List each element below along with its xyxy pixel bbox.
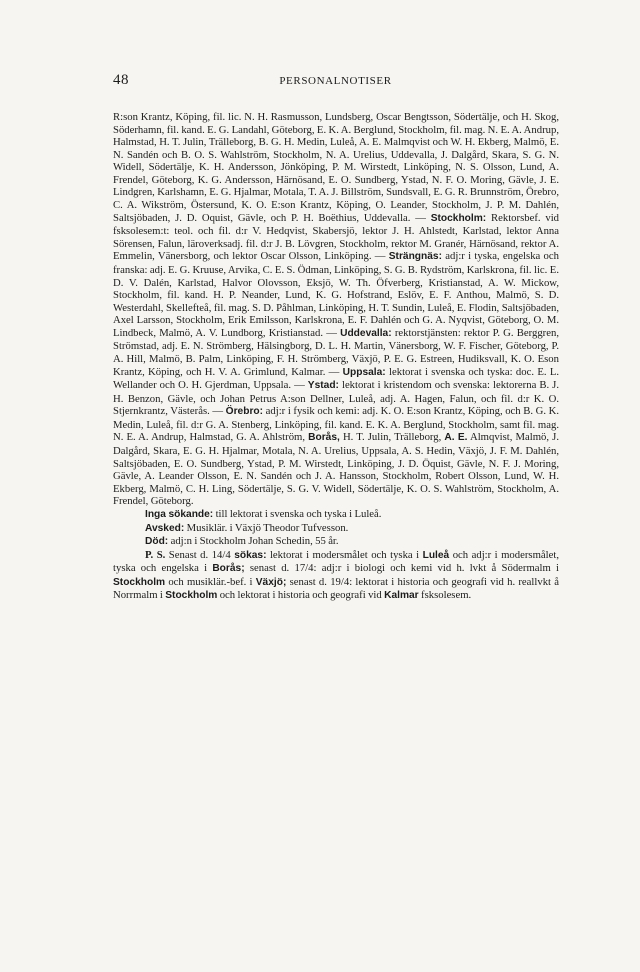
date: 14/4	[211, 548, 231, 561]
note-text: Musiklär. i Växjö Theodor Tufvesson.	[186, 521, 349, 534]
place-kalmar: Kalmar	[384, 590, 419, 602]
text-run: adj:r i fysik och kemi: adj. K. O. E:son Krantz, Köping, och B. G. K. Medin, Luleå, fil. d:r G. A. Stenberg, Linköping, fil. kand. E. K. A. Berglund, Stockholm, samt fil. mag. N. E. A. Andrup, Halmstad, G. A. Ahlström,	[113, 405, 560, 444]
text-run: adj:r i tyska, engelska och franska: adj. E. G. Kruuse, Arvika, C. E. S. Ödman, Linköping, S. G. B. Rydström, Karlskrona, fil. lic. E. D. V. Dalén, Karlstad, Halvor Olovsson, Eksjö, W. Th. Öfverberg, Kristianstad, A. W. Mickow, Stockholm, fil. kand. H. P. Neander, Lund, K. G. Hofstrand, Eslöv, E. F. Anthou, Malmö, S. D. Westerdahl, Skellefteå, fil. mag. S. D. Påhlman, Linköping, H. T. Sundin, Luleå, E. Flodin, Saltsjöbaden, Axel Larsson, Stockholm, Erik Emilsson, Karlskrona, E. F. Dahlén och G. A. Nyqvist, Göteborg, O. M. Lindbeck, Malmö, A. V. Lundborg, Kristianstad. —	[113, 250, 559, 339]
appointments-paragraph	[113, 111, 559, 508]
note-text: adj:n i Stockholm Johan Schedin, 55 år.	[170, 535, 339, 548]
place-heading-stockholm: Stockholm:	[430, 212, 487, 224]
text-run: lektorat i svenska och tyska: doc. E. L. Wellander och O. H. Gjerdman, Uppsala. —	[113, 365, 560, 392]
text-run: och adj:r i modersmålet, tyska och engelska i	[113, 548, 559, 575]
sokas-label: sökas:	[234, 549, 267, 561]
running-head: PERSONALNOTISER	[279, 75, 392, 87]
text-run: Almqvist, Malmö, J. Dalgård, Skara, E. G. H. Hjalmar, Motala, N. A. Urelius, Uppsala, A. S. Hedin, Växjö, J. F. M. Dahlén, Saltsjöbaden, E. O. Sundberg, Ystad, P. M. Wirstedt, Linköping, J. D. Öquist, Gävle, N. F. J. Moring, Gävle, A. Leander Olsson, E. N. Sandén och J. A. Hansson, Stockholm, Robert Olsson, Lund, W. H. Ekberg, Malmö, C. H. Ling, Södertälje, S. G. V. Widell, Södertälje, K. O. S. Wahlström, Stockholm, A. Frendel, Göteborg.	[113, 431, 559, 508]
body-text	[113, 111, 559, 603]
note-label: Död:	[145, 536, 169, 548]
date: 19/4	[330, 575, 350, 588]
place-heading-uppsala: Uppsala:	[342, 366, 386, 378]
date: 17/4	[294, 562, 314, 575]
text-run: R:son Krantz, Köping, fil. lic. N. H. Rasmusson, Lundsberg, Oscar Bengtsson, Södertälje, och H. Skog, Söderhamn, fil. kand. E. G. Landahl, Göteborg, E. K. A. Berglund, Stockholm, fil. mag. N. E. A. Andrup, Halmstad, H. T. Julin, Trälleborg, B. G. H. Medin, Luleå, A. E. Malmqvist och W. H. Ekberg, Malmö, E. N. Sandén och B. O. S. Wahlström, Stockholm, N. A. Urelius, Uddevalla, J. Dalgård, Skara, S. G. N. Widell, Södertälje, K. H. Andersson, Jönköping, P. M. Wirstedt, Linköping, N. S. Olsson, Lund, A. Frendel, Göteborg, K. G. Andersson, Härnösand, E. O. Sundberg, Ystad, N. F. O. Moring, Gävle, J. E. Lindgren, Karlshamn, E. G. Hjalmar, Motala, T. A. J. Billström, Sundsvall, E. G. R. Brunnström, Örebro, C. A. Wikström, Östersund, K. O. E:son Krantz, Köping, O. Leander, Stockholm, J. P. M. Dahlén, Saltsjöbaden, J. D. Oquist, Gävle, och P. H. Boëthius, Uddevalla. —	[113, 111, 559, 224]
place-heading-ystad: Ystad:	[307, 380, 339, 392]
page-number: 48	[113, 72, 129, 88]
text-run: : adj:r i biologi och kemi vid h. lvkt å Södermalm i	[313, 562, 560, 575]
text-run: lektorat i kristendom och svenska: lektorerna B. J. H. Benzon, Gävle, och Johan Petrus A:son Dellner, Luleå, adj. A. Hagen, Falun, och fil. d:r K. O. Stjernkrantz, Västerås. —	[113, 379, 559, 418]
text-run: senast d.	[289, 575, 327, 588]
place-vaxjo: Växjö;	[255, 576, 287, 588]
place-lulea: Luleå	[422, 549, 450, 561]
note-text: till lektorat i svenska och tyska i Luleå.	[215, 507, 382, 520]
note-inga-sokande	[113, 508, 559, 522]
text-run: och musiklär.-bef. i	[168, 575, 253, 588]
note-avsked	[113, 522, 559, 536]
text-run: senast d.	[249, 562, 290, 575]
place-heading-uddevalla: Uddevalla:	[340, 327, 392, 339]
ps-label: P. S.	[145, 548, 166, 561]
text-run: Rektorsbef. vid fsksolesem:t: teol. och fil. d:r V. Hedqvist, Skabersjö, lektor J. H. Ahlstedt, Karlstad, lektor Anna Sörensen, Falun, läroverksadj. fil. d:r J. B. Lövgren, Stockholm, rektor M. Granér, Härnösand, rektor A. Emmelin, Vänersborg, och lektor Oscar Olsson, Linköping. —	[113, 211, 560, 263]
place-borås: Borås,	[308, 432, 340, 444]
place-stockholm: Stockholm	[165, 590, 218, 602]
text-run: fsksolesem.	[421, 589, 472, 602]
place-heading-orebro: Örebro:	[225, 406, 264, 418]
text-run: : lektorat i historia och geografi vid h. reallvkt å Norrmalm i	[113, 575, 559, 602]
text-run: H. T. Julin, Trälleborg,	[342, 431, 442, 444]
note-label: Avsked:	[145, 522, 185, 534]
note-label: Inga sökande:	[145, 508, 214, 520]
name-initials: A. E.	[444, 432, 468, 444]
note-dod	[113, 535, 559, 549]
place-heading-strangnas: Strängnäs:	[388, 251, 442, 263]
text-run: rektorstjänsten: rektor P. G. Berggren, Strömstad, adj. E. N. Strömberg, Hälsingborg, D. L. H. Martin, Vänersborg, W. F. Fischer, Göteborg, P. A. Hill, Malmö, B. Palm, Linköping, F. H. Strömberg, Växjö, P. E. G. Estreen, Hudiksvall, K. O. Eson Krantz, Köping, och H. V. A. Grimlund, Kalmar. —	[113, 326, 560, 378]
text-run: och lektorat i historia och geografi vid	[219, 589, 382, 602]
text-run: Senast d.	[168, 548, 209, 561]
place-boras: Borås;	[212, 563, 245, 575]
page-header	[113, 72, 558, 92]
place-stockholm: Stockholm	[113, 576, 166, 588]
text-run: lektorat i modersmålet och tyska i	[269, 548, 420, 561]
postscript-paragraph	[113, 549, 559, 603]
